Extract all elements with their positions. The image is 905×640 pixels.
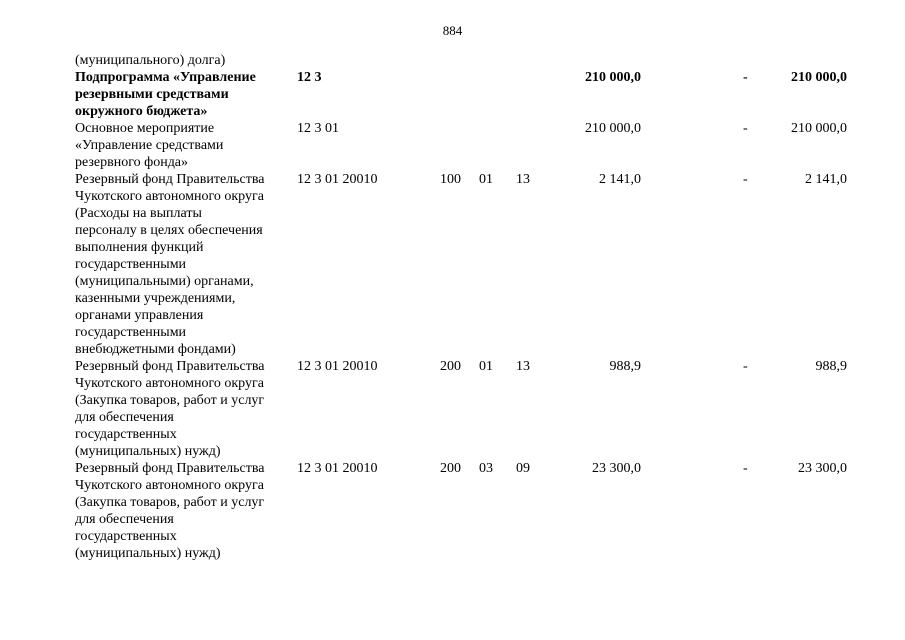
amount-change: - — [743, 359, 748, 374]
target-code: 12 3 01 20010 — [297, 172, 378, 187]
expense-type-code: 200 — [440, 461, 461, 476]
row-name-line: (муниципальных) нужд) — [75, 444, 221, 459]
table-row — [75, 52, 855, 69]
table-row — [75, 69, 855, 120]
expense-type-code: 100 — [440, 172, 461, 187]
table-row — [75, 171, 855, 358]
row-name-line: выполнения функций — [75, 240, 204, 255]
row-name-line: государственными — [75, 257, 187, 272]
row-name-line: «Управление средствами — [75, 138, 224, 153]
row-name-line: органами управления — [75, 308, 204, 323]
row-name-line: Резервный фонд Правительства — [75, 172, 265, 187]
row-name-line: окружного бюджета» — [75, 104, 208, 119]
table-row — [75, 460, 855, 562]
page-number: 884 — [442, 23, 463, 38]
row-name — [75, 171, 290, 358]
row-name-line: Основное мероприятие — [75, 121, 215, 136]
target-code: 12 3 01 20010 — [297, 461, 378, 476]
row-name — [75, 358, 290, 460]
budget-table — [75, 52, 855, 562]
row-name-line: Чукотского автономного округа — [75, 478, 264, 493]
target-code: 12 3 — [297, 70, 322, 85]
amount-approved: 210 000,0 — [585, 70, 641, 85]
row-name-line: государственных — [75, 427, 177, 442]
target-code: 12 3 01 — [297, 121, 339, 136]
row-name — [75, 460, 290, 562]
amount-change: - — [743, 70, 748, 85]
amount-change: - — [743, 461, 748, 476]
row-name — [75, 52, 290, 69]
row-name-line: (Закупка товаров, работ и услуг — [75, 393, 265, 408]
row-name-line: Резервный фонд Правительства — [75, 359, 265, 374]
amount-approved: 2 141,0 — [599, 172, 641, 187]
row-name-line: для обеспечения — [75, 512, 174, 527]
table-row — [75, 120, 855, 171]
row-name-line: Резервный фонд Правительства — [75, 461, 265, 476]
amount-approved: 988,9 — [609, 359, 641, 374]
row-name-line: Чукотского автономного округа — [75, 189, 264, 204]
amount-change: - — [743, 121, 748, 136]
row-name-line: казенными учреждениями, — [75, 291, 236, 306]
row-name-line: государственных — [75, 529, 177, 544]
section-code: 03 — [479, 461, 493, 476]
amount-total: 210 000,0 — [791, 70, 847, 85]
row-name-line: внебюджетными фондами) — [75, 342, 236, 357]
row-name-line: Подпрограмма «Управление — [75, 70, 256, 85]
amount-total: 23 300,0 — [798, 461, 847, 476]
row-name-line: резервного фонда» — [75, 155, 189, 170]
row-name-line: (муниципального) долга) — [75, 53, 226, 68]
amount-approved: 210 000,0 — [585, 121, 641, 136]
amount-change: - — [743, 172, 748, 187]
section-code: 01 — [479, 359, 493, 374]
row-name-line: Чукотского автономного округа — [75, 376, 264, 391]
target-code: 12 3 01 20010 — [297, 359, 378, 374]
subsection-code: 13 — [516, 172, 530, 187]
subsection-code: 13 — [516, 359, 530, 374]
row-name — [75, 69, 290, 120]
amount-total: 988,9 — [815, 359, 847, 374]
amount-total: 210 000,0 — [791, 121, 847, 136]
row-name — [75, 120, 290, 171]
row-name-line: персоналу в целях обеспечения — [75, 223, 263, 238]
amount-approved: 23 300,0 — [592, 461, 641, 476]
subsection-code: 09 — [516, 461, 530, 476]
row-name-line: государственными — [75, 325, 187, 340]
row-name-line: резервными средствами — [75, 87, 229, 102]
row-name-line: (муниципальными) органами, — [75, 274, 254, 289]
amount-total: 2 141,0 — [805, 172, 847, 187]
row-name-line: (Расходы на выплаты — [75, 206, 202, 221]
expense-type-code: 200 — [440, 359, 461, 374]
section-code: 01 — [479, 172, 493, 187]
row-name-line: для обеспечения — [75, 410, 174, 425]
row-name-line: (Закупка товаров, работ и услуг — [75, 495, 265, 510]
row-name-line: (муниципальных) нужд) — [75, 546, 221, 561]
table-row — [75, 358, 855, 460]
